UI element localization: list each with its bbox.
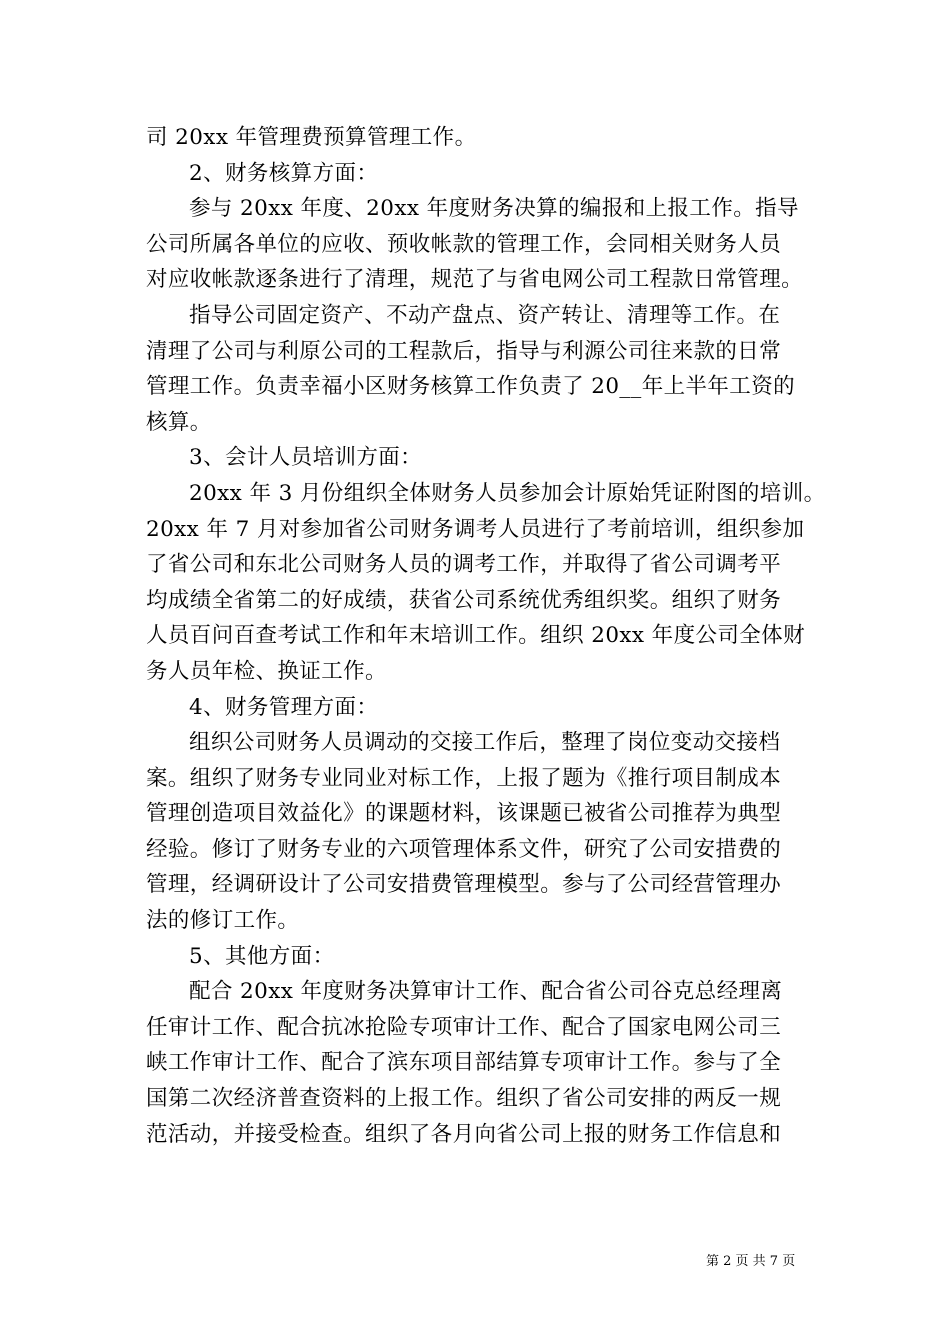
text-line: 务人员年检、换证工作。 (146, 658, 387, 684)
text-line: 清理了公司与利原公司的工程款后，指导与利源公司往来款的日常 (146, 338, 782, 364)
section-heading-other: 5、其他方面： (189, 943, 335, 969)
section-heading-accounting: 2、财务核算方面： (189, 160, 379, 186)
text-line: 经验。修订了财务专业的六项管理体系文件，研究了公司安措费的 (146, 836, 782, 862)
text-line: 案。组织了财务专业同业对标工作，上报了题为《推行项目制成本 (146, 765, 782, 791)
text-line: 管理创造项目效益化》的课题材料，该课题已被省公司推荐为典型 (146, 801, 782, 827)
body-text (146, 120, 826, 1152)
text-line: 任审计工作、配合抗冰抢险专项审计工作、配合了国家电网公司三 (146, 1014, 782, 1040)
text-line: 20xx 年 3 月份组织全体财务人员参加会计原始凭证附图的培训。 (189, 480, 826, 506)
section-heading-training: 3、会计人员培训方面： (189, 445, 423, 471)
text-line: 峡工作审计工作、配合了滨东项目部结算专项审计工作。参与了全 (146, 1050, 782, 1076)
text-line: 配合 20xx 年度财务决算审计工作、配合省公司谷克总经理离 (189, 979, 783, 1005)
text-line: 公司所属各单位的应收、预收帐款的管理工作，会同相关财务人员 (146, 231, 782, 257)
text-line: 了省公司和东北公司财务人员的调考工作，并取得了省公司调考平 (146, 552, 782, 578)
text-line: 司 20xx 年管理费预算管理工作。 (146, 125, 477, 150)
text-line: 组织公司财务人员调动的交接工作后，整理了岗位变动交接档 (189, 730, 781, 756)
section-heading-management: 4、财务管理方面： (189, 694, 379, 720)
text-line: 管理，经调研设计了公司安措费管理模型。参与了公司经营管理办 (146, 872, 782, 898)
text-line: 对应收帐款逐条进行了清理，规范了与省电网公司工程款日常管理。 (146, 267, 804, 293)
text-line: 人员百问百查考试工作和年末培训工作。组织 20xx 年度公司全体财 (146, 623, 805, 649)
text-line: 核算。 (146, 409, 212, 435)
text-line: 国第二次经济普查资料的上报工作。组织了省公司安排的两反一规 (146, 1086, 782, 1112)
text-line: 20xx 年 7 月对参加省公司财务调考人员进行了考前培训，组织参加 (146, 516, 805, 542)
text-line: 法的修订工作。 (146, 908, 300, 934)
text-line: 均成绩全省第二的好成绩，获省公司系统优秀组织奖。组织了财务 (146, 587, 782, 613)
text-line: 范活动，并接受检查。组织了各月向省公司上报的财务工作信息和 (146, 1121, 782, 1147)
text-line: 指导公司固定资产、不动产盘点、资产转让、清理等工作。在 (189, 302, 781, 328)
text-line: 参与 20xx 年度、20xx 年度财务决算的编报和上报工作。指导 (189, 196, 799, 222)
text-line: 管理工作。负责幸福小区财务核算工作负责了 20__年上半年工资的 (146, 374, 795, 400)
page-number-footer: 第 2 页 共 7 页 (706, 1254, 796, 1269)
